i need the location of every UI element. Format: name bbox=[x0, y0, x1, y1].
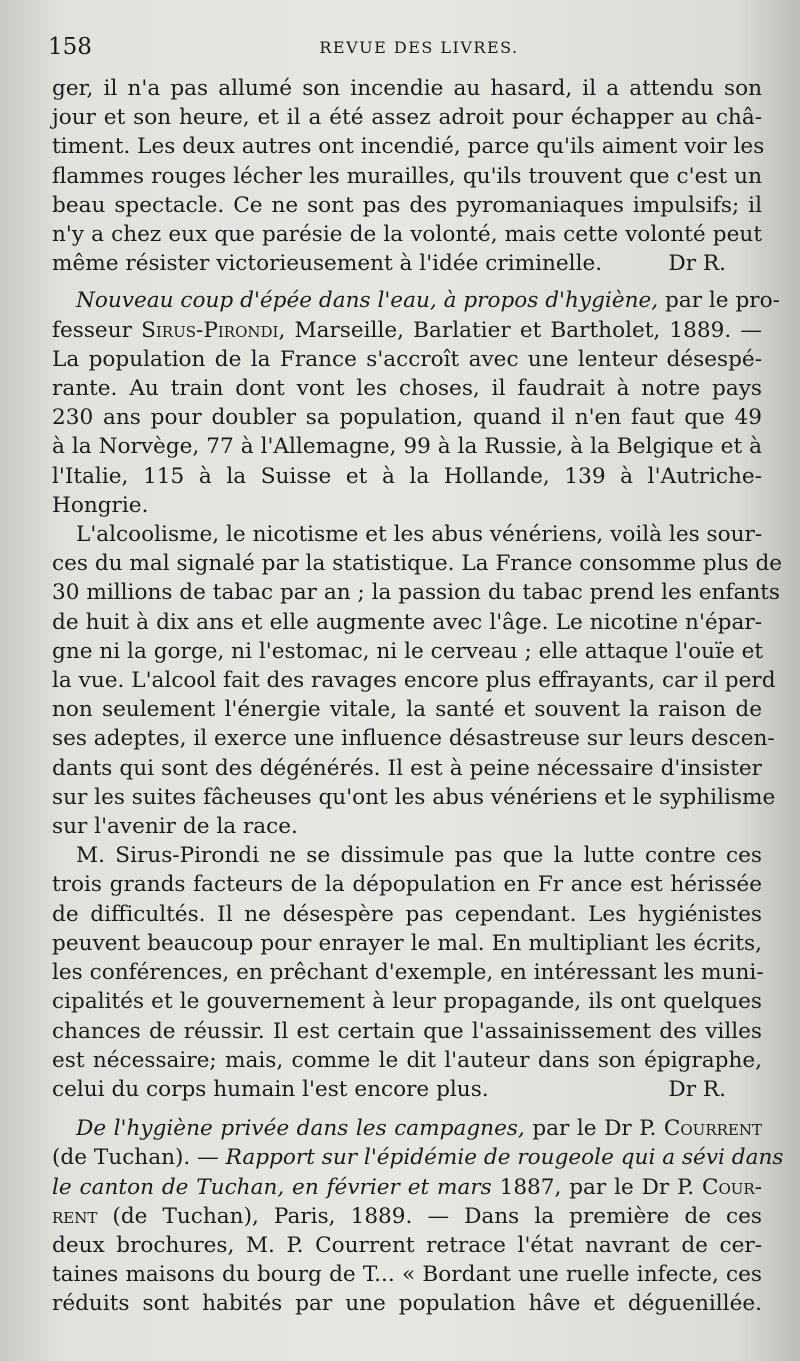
text-line: peuvent beaucoup pour enrayer le mal. En multipliant les écrits, bbox=[52, 930, 762, 956]
text-line: la vue. L'alcool fait des ravages encore plus effrayants, car il perd bbox=[52, 668, 776, 694]
line-text: par le Dr P. bbox=[524, 1116, 664, 1142]
text-line: n'y a chez eux que parésie de la volonté, mais cette volonté peut bbox=[52, 222, 762, 248]
text-line: La population de la France s'accroît avec une lenteur désespé- bbox=[52, 346, 762, 372]
author-name: Sirus-Pirondi bbox=[141, 317, 279, 343]
line-text: (de Tuchan). — bbox=[52, 1145, 226, 1171]
text-line: réduits sont habités par une population hâve et déguenillée. bbox=[52, 1291, 762, 1317]
text-line: les conférences, en prêchant d'exemple, en intéressant les muni- bbox=[52, 960, 764, 986]
text-line: ses adeptes, il exerce une influence désastreuse sur leurs descen- bbox=[52, 726, 775, 752]
line-text: même résister victorieusement à l'idée criminelle. bbox=[52, 251, 603, 277]
spacer bbox=[52, 278, 762, 286]
line-text: par le pro- bbox=[658, 288, 780, 314]
text-line bbox=[52, 1143, 784, 1172]
text-line: timent. Les deux autres ont incendié, parce qu'ils aiment voir les bbox=[52, 134, 765, 160]
review-entry-courrent bbox=[52, 1114, 784, 1318]
running-title: REVUE DES LIVRES. bbox=[319, 38, 519, 57]
signature: Dr R. bbox=[668, 251, 726, 277]
text-line bbox=[52, 249, 762, 278]
text-line: sur les suites fâcheuses qu'ont les abus vénériens et le syphilisme bbox=[52, 784, 776, 810]
line-text: , Marseille, Barlatier et Bartholet, 1889. — bbox=[278, 317, 762, 343]
text-line: M. Sirus-Pirondi ne se dissimule pas que la lutte contre ces bbox=[76, 843, 762, 869]
text-line: dants qui sont des dégénérés. Il est à peine nécessaire d'insister bbox=[52, 755, 762, 781]
text-line: gne ni la gorge, ni l'estomac, ni le cerveau ; elle attaque l'ouïe et bbox=[52, 638, 764, 664]
text-line: 230 ans pour doubler sa population, quand il n'en faut que 49 bbox=[52, 405, 762, 431]
author-name: Cour- bbox=[701, 1174, 762, 1200]
text-line: trois grands facteurs de la dépopulation en Fr ance est hérissée bbox=[52, 872, 762, 898]
text-line: ces du mal signalé par la statistique. La France consomme plus de bbox=[52, 551, 783, 577]
text-line bbox=[52, 1202, 762, 1231]
book-title: De l'hygiène privée dans les campagnes, bbox=[76, 1116, 525, 1142]
review-entry-sirus-pirondi bbox=[52, 286, 783, 1104]
text-line: deux brochures, M. P. Courrent retrace l'état navrant de cer- bbox=[52, 1232, 762, 1258]
page-number: 158 bbox=[48, 34, 92, 60]
text-line: beau spectacle. Ce ne sont pas des pyromaniaques impulsifs; il bbox=[52, 192, 762, 218]
page-header bbox=[48, 34, 760, 64]
book-title-line bbox=[52, 286, 780, 315]
text-line: L'alcoolisme, le nicotisme et les abus vénériens, voilà les sour- bbox=[76, 522, 763, 548]
text-line: est nécessaire; mais, comme le dit l'auteur dans son épigraphe, bbox=[52, 1047, 762, 1073]
signature: Dr R. bbox=[668, 1076, 726, 1102]
book-title: Nouveau coup d'épée dans l'eau, à propos d'hygiène, bbox=[76, 288, 659, 314]
text-line bbox=[52, 1075, 762, 1104]
spacer bbox=[52, 1104, 762, 1114]
text-line: 30 millions de tabac par an ; la passion du tabac prend les enfants bbox=[52, 580, 780, 606]
text-line: flammes rouges lécher les murailles, qu'ils trouvent que c'est un bbox=[52, 163, 762, 189]
text-line: à la Norvège, 77 à l'Allemagne, 99 à la Russie, à la Belgique et à bbox=[52, 434, 762, 460]
text-line: non seulement l'énergie vitale, la santé et souvent la raison de bbox=[52, 697, 762, 723]
line-text: 1887, par le Dr P. bbox=[491, 1174, 702, 1200]
text-line: jour et son heure, et il a été assez adroit pour échapper au châ- bbox=[52, 105, 762, 131]
author-name: Courrent bbox=[663, 1116, 762, 1142]
line-text: celui du corps humain l'est encore plus. bbox=[52, 1076, 489, 1102]
text-line bbox=[52, 316, 762, 345]
line-text: fesseur bbox=[52, 317, 142, 343]
text-line: sur l'avenir de la race. bbox=[52, 814, 298, 840]
book-title: Rapport sur l'épidémie de rougeole qui a sévi dans bbox=[225, 1145, 784, 1171]
line-text: (de Tuchan), Paris, 1889. — Dans la première de ces bbox=[97, 1203, 762, 1229]
book-title-line bbox=[52, 1114, 762, 1143]
book-title: le canton de Tuchan, en février et mars bbox=[52, 1174, 492, 1200]
text-line: l'Italie, 115 à la Suisse et à la Hollande, 139 à l'Autriche- bbox=[52, 463, 762, 489]
text-line: de huit à dix ans et elle augmente avec l'âge. Le nicotine n'épar- bbox=[52, 609, 762, 635]
text-line: chances de réussir. Il est certain que l'assainissement des villes bbox=[52, 1018, 762, 1044]
text-line: de difficultés. Il ne désespère pas cependant. Les hygiénistes bbox=[52, 901, 762, 927]
text-line: taines maisons du bourg de T... « Bordant une ruelle infecte, ces bbox=[52, 1262, 762, 1288]
review-paragraph-1 bbox=[52, 74, 765, 278]
text-line: ger, il n'a pas allumé son incendie au hasard, il a attendu son bbox=[52, 76, 762, 101]
text-line: cipalités et le gouvernement à leur propagande, ils ont quelques bbox=[52, 989, 762, 1015]
text-line bbox=[52, 1173, 762, 1202]
author-name: rent bbox=[52, 1203, 98, 1229]
body-text bbox=[52, 74, 784, 1319]
text-line: rante. Au train dont vont les choses, il faudrait à notre pays bbox=[52, 376, 762, 402]
text-line: Hongrie. bbox=[52, 492, 149, 518]
